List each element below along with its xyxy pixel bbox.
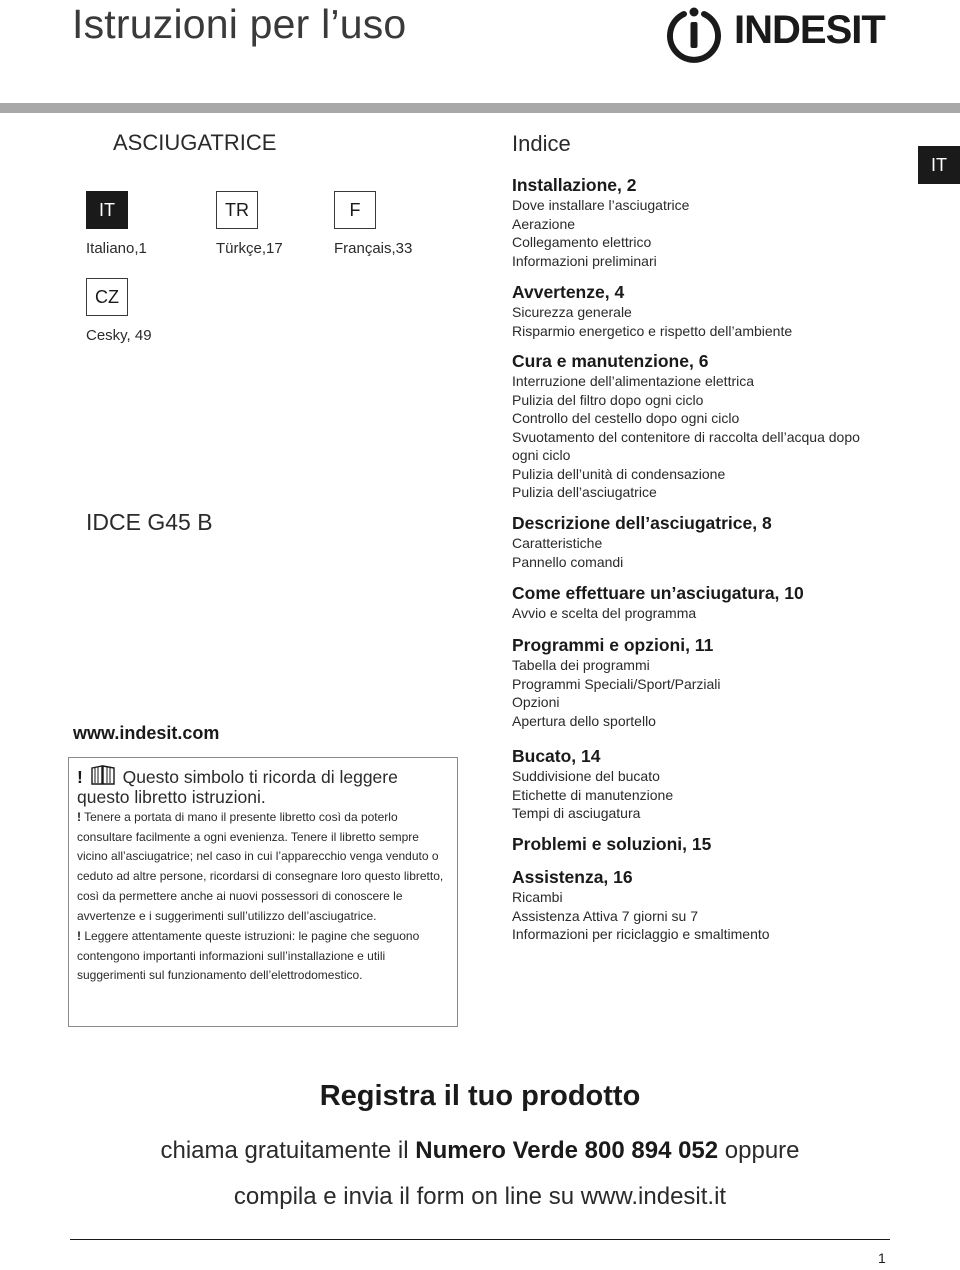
index-heading[interactable]: Programmi e opzioni, 11 [512, 635, 714, 655]
index-item[interactable]: Avvio e scelta del programma [512, 605, 697, 621]
index-section-problemi [512, 833, 912, 855]
index-section-cura [512, 350, 912, 502]
notice-headline [77, 764, 447, 807]
language-label-it: Italiano,1 [86, 240, 147, 257]
register-phone-line [0, 1137, 960, 1165]
index-item[interactable]: Interruzione dell’alimentazione elettrica [512, 373, 755, 389]
index-item[interactable]: Pulizia dell’asciugatrice [512, 484, 657, 500]
index-item[interactable]: Ricambi [512, 889, 563, 905]
index-section-descrizione [512, 512, 912, 571]
index-heading[interactable]: Assistenza, 16 [512, 867, 633, 887]
notice-paragraph-2-text: Leggere attentamente queste istruzioni: le pagine che seguono contengono importanti informazioni sull’installazione e utili suggerimenti sul funzionamento dell’elettrodomestico. [77, 929, 420, 983]
index-section-installazione [512, 174, 912, 270]
register-line1-pre: chiama gratuitamente il [160, 1137, 416, 1164]
index-section-avvertenze [512, 281, 912, 340]
language-tab-tr[interactable]: TR [216, 191, 258, 229]
index-section-programmi [512, 634, 912, 730]
brand-wordmark: INDESIT [734, 8, 885, 52]
warning-mark-2: ! [77, 929, 81, 943]
index-item[interactable]: Tabella dei programmi [512, 657, 650, 673]
warning-mark-1: ! [77, 810, 81, 824]
index-item[interactable]: Aerazione [512, 215, 576, 232]
index-heading[interactable]: Come effettuare un’asciugatura, 10 [512, 583, 804, 603]
notice-headline-text: Questo simbolo ti ricorda di leggere questo libretto istruzioni. [77, 767, 398, 807]
language-label-cz: Cesky, 49 [86, 327, 152, 344]
index-item[interactable]: Risparmio energetico e rispetto dell’ambiente [512, 322, 793, 339]
index-item[interactable]: Suddivisione del bucato [512, 768, 660, 784]
website-link[interactable]: www.indesit.com [73, 723, 220, 743]
index-item[interactable]: Informazioni per riciclaggio e smaltimento [512, 926, 770, 942]
notice-paragraph-1 [77, 808, 452, 926]
index-item[interactable]: Caratteristiche [512, 535, 603, 551]
side-language-tab[interactable]: IT [918, 146, 960, 184]
index-item[interactable]: Controllo del cestello dopo ogni ciclo [512, 410, 740, 426]
index-item[interactable]: Programmi Speciali/Sport/Parziali [512, 675, 721, 692]
index-heading[interactable]: Cura e manutenzione, 6 [512, 351, 709, 371]
notice-paragraph-2 [77, 927, 452, 986]
index-heading[interactable]: Avvertenze, 4 [512, 282, 625, 302]
footer-divider [70, 1239, 890, 1240]
index-item[interactable]: Pulizia dell’unità di condensazione [512, 465, 726, 482]
notice-paragraph-1-text: Tenere a portata di mano il presente libretto così da poterlo consultare facilmente a ogni evenienza. Tenere il libretto sempre vicino all’asciugatrice; nel caso in cui l’apparecchio venga venduto o ceduto ad altre persone, ricordarsi di consegnare loro questo libretto, così da permettere anche ai nuovi possessori di conoscere le avvertenze e i suggerimenti sull’utilizzo dell’asciugatrice. [77, 810, 444, 923]
index-item[interactable]: Sicurezza generale [512, 304, 632, 320]
index-item[interactable]: Svuotamento del contenitore di raccolta dell’acqua dopo [512, 428, 860, 445]
index-item[interactable]: Pannello comandi [512, 553, 624, 570]
register-line1-post: oppure [718, 1137, 800, 1164]
book-icon [90, 764, 116, 786]
index-heading[interactable]: Bucato, 14 [512, 746, 601, 766]
page-number: 1 [878, 1250, 886, 1266]
index-item[interactable]: Tempi di asciugatura [512, 805, 641, 821]
index-item[interactable]: Apertura dello sportello [512, 712, 656, 729]
register-web-line: compila e invia il form on line su www.indesit.it [233, 1183, 727, 1210]
language-tab-f[interactable]: F [334, 191, 376, 229]
indesit-logo [662, 2, 902, 64]
index-section-bucato [512, 745, 912, 823]
language-label-tr: Türkçe,17 [216, 240, 283, 257]
index-item[interactable]: ogni ciclo [512, 447, 571, 463]
header-divider [0, 103, 960, 113]
index-heading[interactable]: Problemi e soluzioni, 15 [512, 834, 712, 854]
index-heading[interactable]: Installazione, 2 [512, 175, 637, 195]
index-item[interactable]: Informazioni preliminari [512, 252, 657, 269]
index-item[interactable]: Pulizia del filtro dopo ogni ciclo [512, 391, 704, 408]
index-item[interactable]: Collegamento elettrico [512, 234, 652, 250]
index-section-asciugatura [512, 582, 912, 623]
index-section-assistenza [512, 866, 912, 944]
index-item[interactable]: Assistenza Attiva 7 giorni su 7 [512, 907, 698, 924]
document-title: Istruzioni per l’uso [72, 1, 407, 47]
index-item[interactable]: Opzioni [512, 694, 560, 710]
model-number: IDCE G45 B [86, 509, 213, 535]
reading-notice-box [68, 757, 458, 1027]
language-label-f: Français,33 [334, 240, 413, 257]
power-symbol-icon [662, 2, 726, 64]
language-tab-it[interactable]: IT [86, 191, 128, 229]
warning-mark: ! [77, 767, 83, 787]
index-heading[interactable]: Descrizione dell’asciugatrice, 8 [512, 513, 772, 533]
index-title: Indice [512, 131, 571, 156]
language-tab-cz[interactable]: CZ [86, 278, 128, 316]
register-title: Registra il tuo prodotto [319, 1080, 641, 1112]
index-item[interactable]: Dove installare l’asciugatrice [512, 197, 690, 213]
toll-free-number: Numero Verde 800 894 052 [415, 1137, 719, 1164]
index-item[interactable]: Etichette di manutenzione [512, 786, 674, 803]
product-type: ASCIUGATRICE [113, 130, 277, 155]
